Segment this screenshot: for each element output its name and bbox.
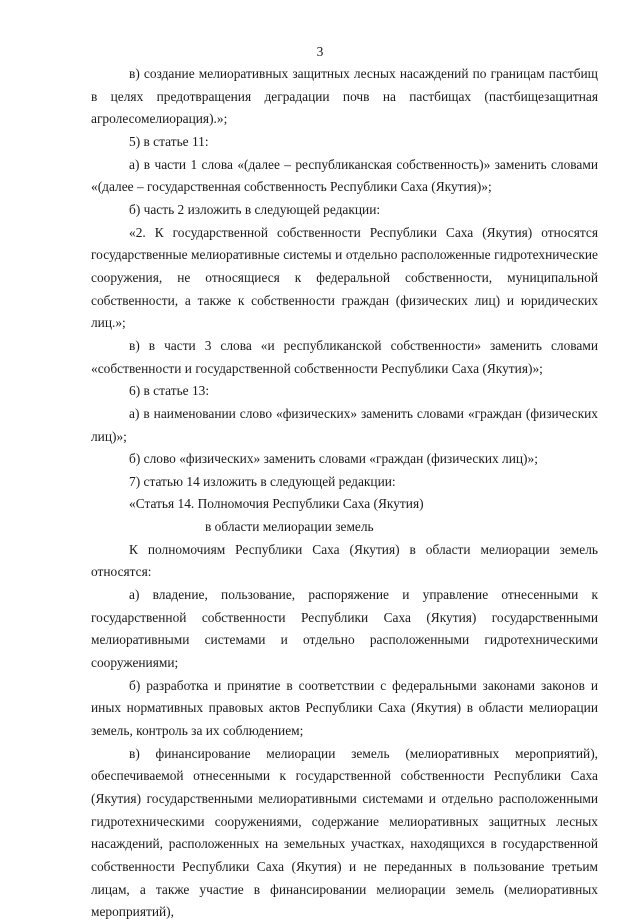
paragraph: б) слово «физических» заменить словами «граждан (физических лиц)»; [129,451,538,467]
paragraph: а) владение, пользование, распоряжение и управление отнесенными к государственной собственности Республики Саха (Якутия) государственными мелиоративными системами и отдельно расположенными гидротехническими сооружениями; [91,587,598,671]
article-heading: «Статья 14. Полномочия Республики Саха (Якутия) [129,496,424,512]
paragraph: б) разработка и принятие в соответствии с федеральными законами законов и иных нормативных правовых актов Республики Саха (Якутия) в области мелиорации земель, контроль за их соблюдением; [91,677,598,739]
paragraph: К полномочиям Республики Саха (Якутия) в области мелиорации земель относятся: [91,541,598,580]
paragraph: а) в части 1 слова «(далее – республиканская собственность)» заменить словами «(далее – государственная собственность Республики Саха (Якутия)»; [91,156,598,195]
article-heading-continuation: в области мелиорации земель [205,519,374,535]
paragraph: в) финансирование мелиорации земель (мелиоративных мероприятий), обеспечиваемой отнесенными к государственной собственности Республики Саха (Якутия) государственными мелиоративными системами и отдельно расположенными гидротехническими сооружениями, содержание мелиоративных защитных лесных насаждений, расположенных на земельных участках, находящихся в государственной собственности Республики Саха (Якутия) и не переданных в пользование третьим лицам, а также участие в финансировании мелиорации земель (мелиоративных мероприятий), [91,745,598,920]
paragraph: 7) статью 14 изложить в следующей редакции: [129,473,396,489]
paragraph: в) создание мелиоративных защитных лесных насаждений по границам пастбищ в целях предотвращения деградации почв на пастбищах (пастбищезащитная агролесомелиорация).»; [91,66,598,127]
paragraph: 5) в статье 11: [129,133,209,149]
paragraph: б) часть 2 изложить в следующей редакции: [129,201,381,217]
document-body [91,63,598,924]
paragraph: в) в части 3 слова «и республиканской собственности» заменить словами «собственности и государственной собственности Республики Саха (Якутия)»; [91,337,598,376]
page-number: 3 [316,44,324,59]
paragraph: а) в наименовании слово «физических» заменить словами «граждан (физических лиц)»; [91,405,598,444]
paragraph: «2. К государственной собственности Республики Саха (Якутия) относятся государственные мелиоративные системы и отдельно расположенные гидротехнические сооружения, не относящиеся к федеральной собственности, муниципальной собственности, а также к собственности граждан (физических лиц) и юридических лиц.»; [91,224,598,331]
paragraph: 6) в статье 13: [129,383,210,399]
